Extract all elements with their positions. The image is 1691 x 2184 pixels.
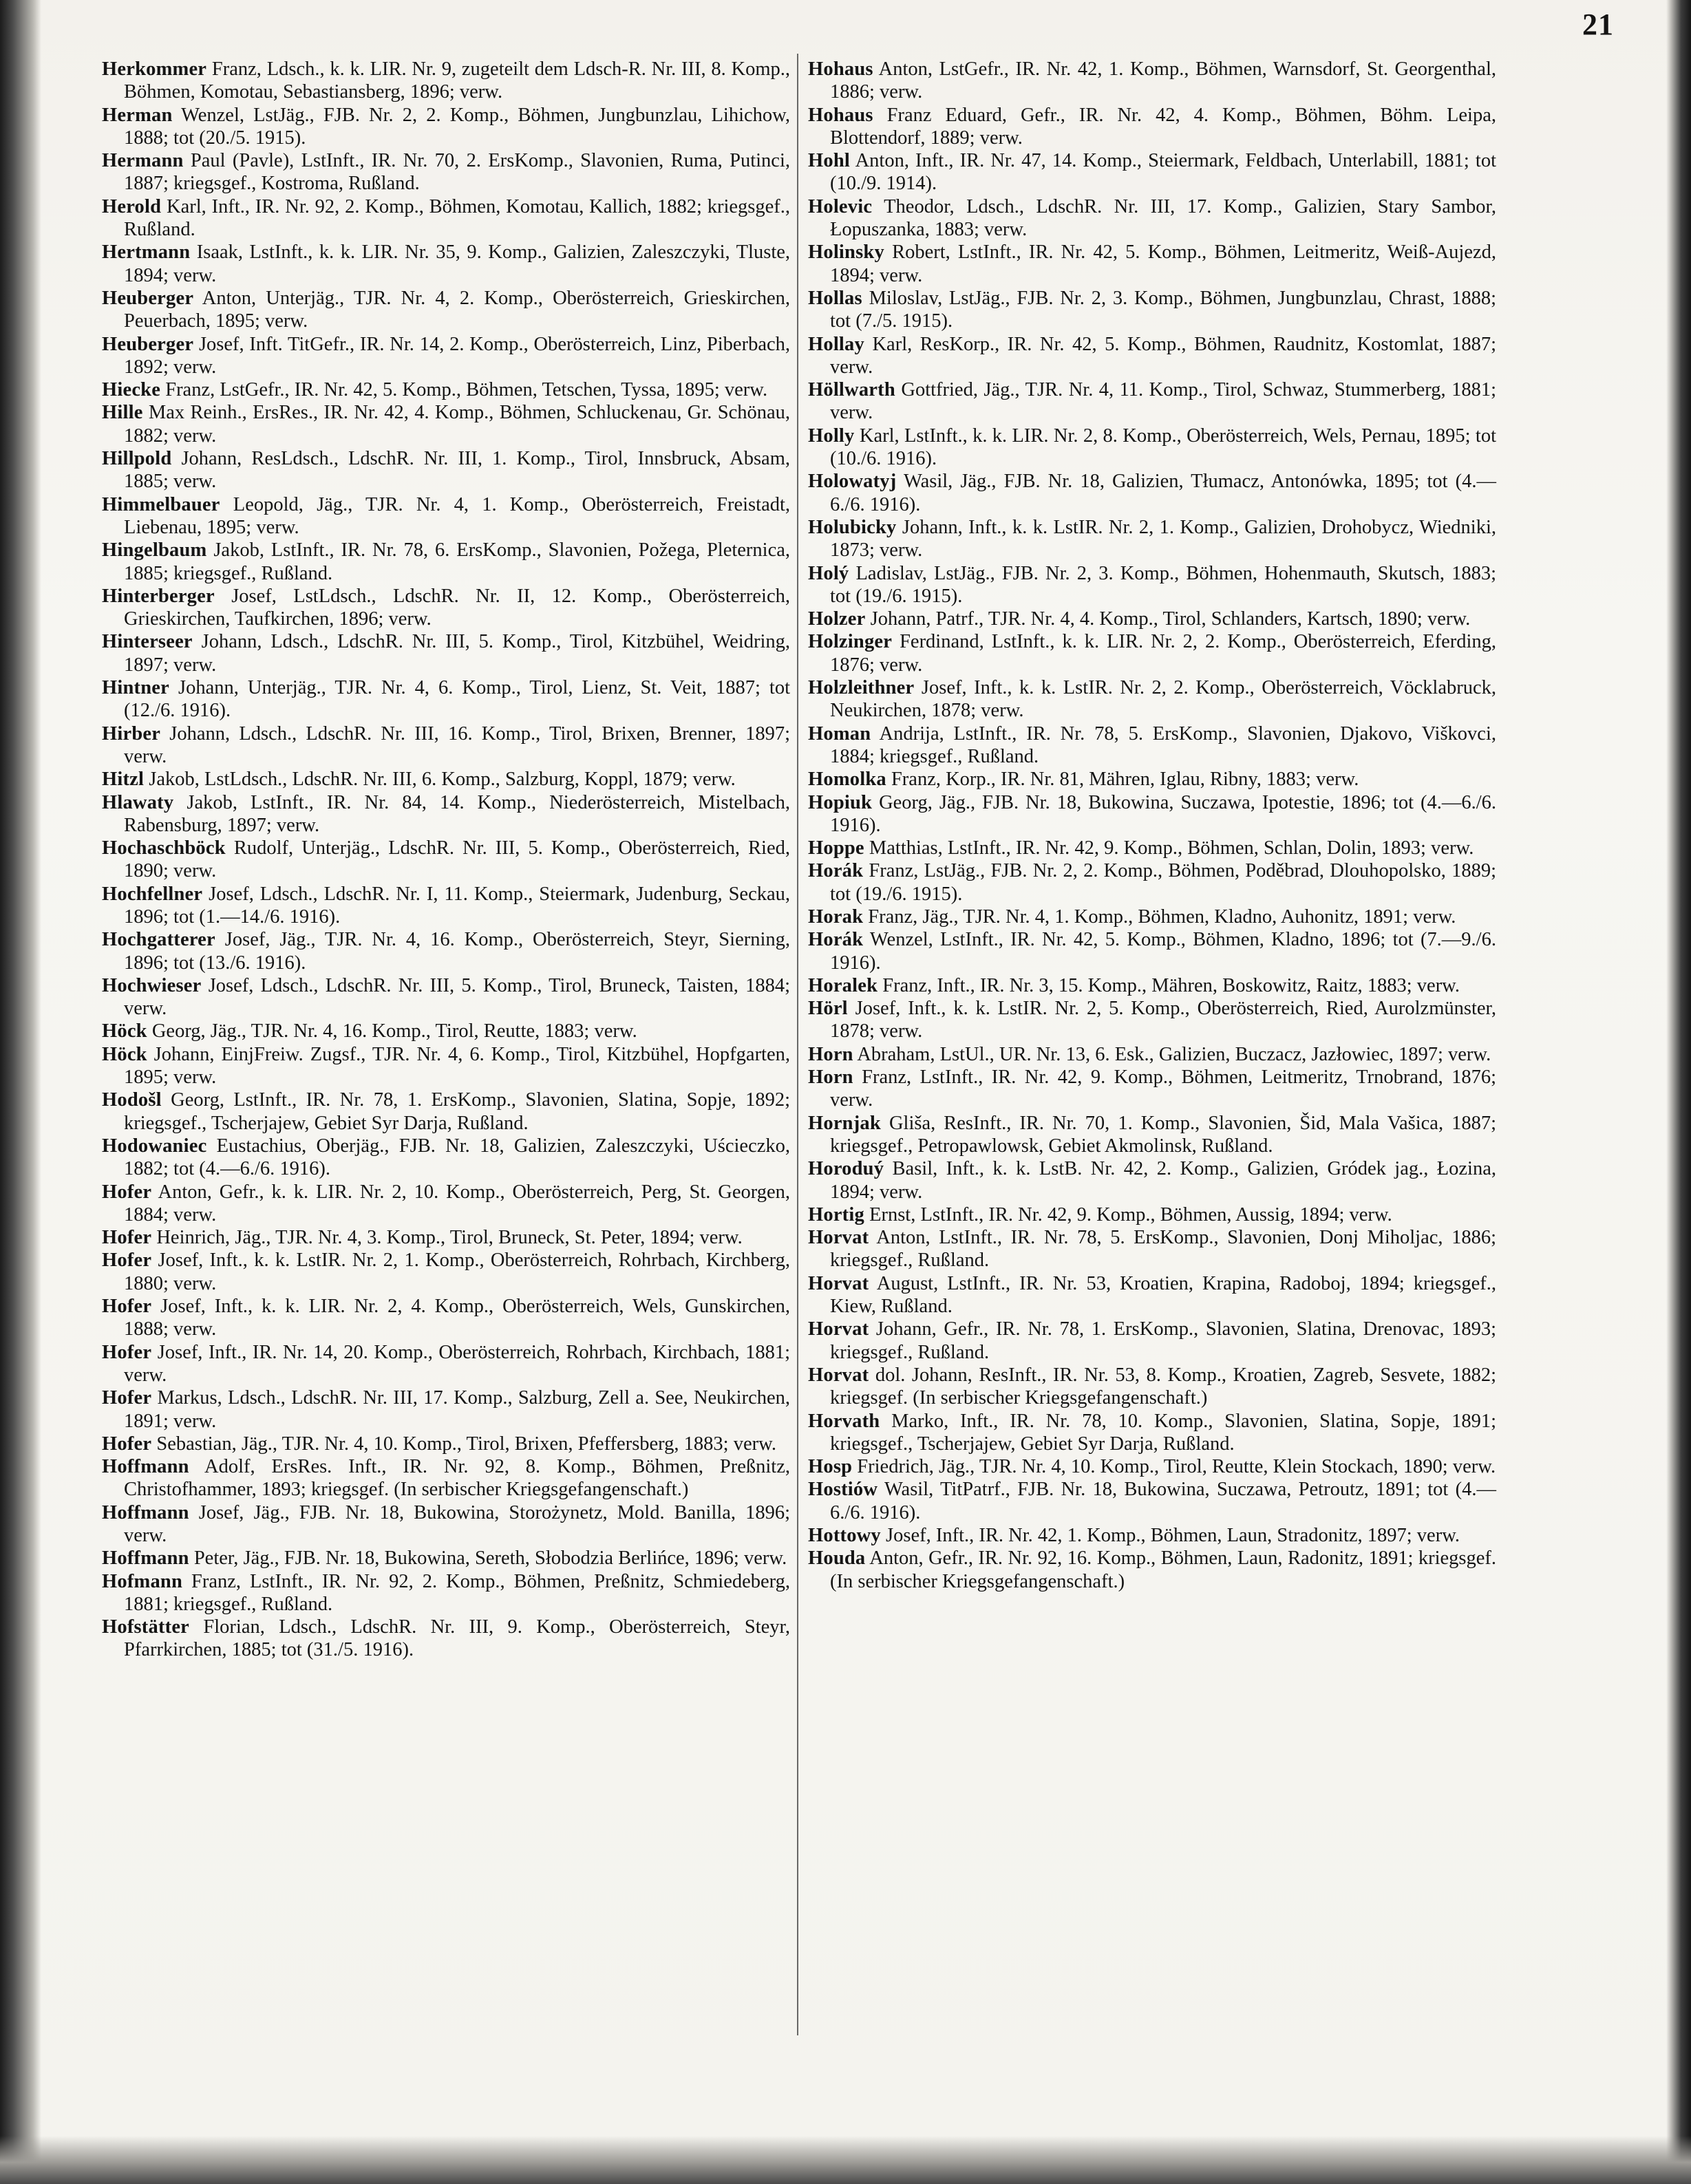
entry-surname: Hohaus xyxy=(808,58,873,80)
casualty-entry xyxy=(102,149,790,195)
casualty-entry xyxy=(102,1043,790,1089)
casualty-entry xyxy=(102,1089,790,1135)
casualty-entry xyxy=(102,1433,790,1455)
entry-details: Karl, ResKorp., IR. Nr. 42, 5. Komp., Böhmen, Raudnitz, Kostomlat, 1887; verw. xyxy=(830,333,1496,378)
casualty-entry xyxy=(808,1547,1496,1593)
entry-surname: Himmelbauer xyxy=(102,493,220,515)
entry-details: Johann, EinjFreiw. Zugsf., TJR. Nr. 4, 6. Komp., Tirol, Kitzbühel, Hopfgarten, 1895; verw. xyxy=(124,1043,791,1089)
entry-details: Josef, Ldsch., LdschR. Nr. I, 11. Komp., Steiermark, Judenburg, Seckau, 1896; tot (1.—14./6. 1916). xyxy=(124,883,790,928)
entry-surname: Hodošl xyxy=(102,1089,162,1111)
entry-details: Wenzel, LstInft., IR. Nr. 42, 5. Komp., Böhmen, Kladno, 1896; tot (7.—9./6. 1916). xyxy=(830,929,1496,974)
entry-details: Franz, Jäg., TJR. Nr. 4, 1. Komp., Böhmen, Kladno, Auhonitz, 1891; verw. xyxy=(868,906,1456,928)
casualty-entry xyxy=(102,722,790,769)
casualty-entry xyxy=(808,195,1496,242)
entry-surname: Höck xyxy=(102,1043,147,1065)
entry-surname: Horn xyxy=(808,1067,853,1089)
casualty-entry xyxy=(808,1203,1496,1226)
entry-details: Josef, Inft., k. k. LIR. Nr. 2, 4. Komp., Oberösterreich, Wels, Gunskirchen, 1888; verw. xyxy=(124,1296,791,1340)
casualty-entry xyxy=(808,859,1496,906)
casualty-entry xyxy=(808,1318,1496,1364)
entry-surname: Horvat xyxy=(808,1364,869,1386)
entry-surname: Hofmann xyxy=(102,1570,183,1592)
entry-surname: Holzinger xyxy=(808,631,893,653)
entry-surname: Herkommer xyxy=(102,58,207,80)
casualty-entry xyxy=(808,149,1496,195)
entry-surname: Holubicky xyxy=(808,516,897,538)
casualty-entry xyxy=(808,997,1496,1043)
entry-surname: Horvath xyxy=(808,1410,880,1432)
entry-details: Markus, Ldsch., LdschR. Nr. III, 17. Komp., Salzburg, Zell a. See, Neukirchen, 1891; verw. xyxy=(124,1387,791,1432)
casualty-entry xyxy=(808,333,1496,379)
entry-details: Josef, Ldsch., LdschR. Nr. III, 5. Komp., Tirol, Bruneck, Taisten, 1884; verw. xyxy=(124,974,791,1020)
entry-details: Eustachius, Oberjäg., FJB. Nr. 18, Galizien, Zaleszczyki, Uścieczko, 1882; tot (4.—6./6. 1916). xyxy=(124,1135,791,1180)
casualty-entry xyxy=(102,1226,790,1249)
entry-details: Ladislav, LstJäg., FJB. Nr. 2, 3. Komp., Böhmen, Hohenmauth, Skutsch, 1883; tot (19./6. 1915). xyxy=(830,562,1497,607)
page-number: 21 xyxy=(1582,8,1614,41)
entry-details: Georg, Jäg., TJR. Nr. 4, 16. Komp., Tirol, Reutte, 1883; verw. xyxy=(151,1020,637,1042)
entry-details: Karl, Inft., IR. Nr. 92, 2. Komp., Böhmen, Komotau, Kallich, 1882; kriegsgef., Rußland. xyxy=(124,195,791,241)
entry-surname: Hohl xyxy=(808,150,850,172)
entry-details: Adolf, ErsRes. Inft., IR. Nr. 92, 8. Komp., Böhmen, Preßnitz, Christofhammer, 1893; kriegsgef. (In serbischer Kriegsgefangenschaft.) xyxy=(124,1456,790,1501)
casualty-entry xyxy=(808,1524,1496,1547)
entry-details: Josef, Jäg., FJB. Nr. 18, Bukowina, Storożynetz, Mold. Banilla, 1896; verw. xyxy=(124,1501,790,1546)
entry-surname: Horvat xyxy=(808,1272,869,1294)
entry-details: Josef, Inft., k. k. LstIR. Nr. 2, 1. Komp., Oberösterreich, Rohrbach, Kirchberg, 1880; verw. xyxy=(124,1250,790,1294)
scan-edge-bottom xyxy=(0,2136,1691,2184)
entry-details: Ernst, LstInft., IR. Nr. 42, 9. Komp., Böhmen, Aussig, 1894; verw. xyxy=(869,1203,1392,1225)
entry-details: Gliša, ResInft., IR. Nr. 70, 1. Komp., Slavonien, Šid, Mala Vašica, 1887; kriegsgef., Petropawlowsk, Gebiet Akmolinsk, Rußland. xyxy=(830,1112,1497,1157)
casualty-entry xyxy=(808,470,1496,516)
casualty-entry xyxy=(102,493,790,539)
entry-surname: Homan xyxy=(808,722,871,745)
entry-details: Johann, Inft., k. k. LstIR. Nr. 2, 1. Komp., Galizien, Drohobycz, Wiedniki, 1873; verw. xyxy=(830,516,1496,561)
casualty-entry xyxy=(808,722,1496,769)
entry-surname: Hofer xyxy=(102,1387,152,1409)
entry-details: Johann, ResLdsch., LdschR. Nr. III, 1. Komp., Tirol, Innsbruck, Absam, 1885; verw. xyxy=(124,448,791,493)
entry-surname: Hertmann xyxy=(102,242,191,264)
entry-details: Anton, LstGefr., IR. Nr. 42, 1. Komp., Böhmen, Warnsdorf, St. Georgenthal, 1886; verw. xyxy=(830,58,1496,103)
entry-details: Anton, Unterjäg., TJR. Nr. 4, 2. Komp., Oberösterreich, Grieskirchen, Peuerbach, 1895; verw. xyxy=(124,287,790,332)
casualty-entry xyxy=(102,1616,790,1662)
casualty-entry xyxy=(808,1410,1496,1456)
casualty-entry xyxy=(808,104,1496,150)
casualty-entry xyxy=(808,837,1496,859)
entry-details: Wasil, TitPatrf., FJB. Nr. 18, Bukowina, Suczawa, Petroutz, 1891; tot (4.—6./6. 1916). xyxy=(830,1479,1496,1523)
entry-surname: Hillpold xyxy=(102,448,172,470)
entry-surname: Hofer xyxy=(102,1341,152,1363)
casualty-entry xyxy=(102,1249,790,1295)
entry-surname: Hochaschböck xyxy=(102,837,226,859)
entry-details: Miloslav, LstJäg., FJB. Nr. 2, 3. Komp., Böhmen, Jungbunzlau, Chrast, 1888; tot (7./5. 1915). xyxy=(830,287,1497,332)
casualty-entry xyxy=(102,1020,790,1042)
entry-details: Johann, Ldsch., LdschR. Nr. III, 5. Komp., Tirol, Kitzbühel, Weidring, 1897; verw. xyxy=(124,631,790,676)
entry-surname: Horvat xyxy=(808,1227,869,1249)
entry-details: Franz, Inft., IR. Nr. 3, 15. Komp., Mähren, Boskowitz, Raitz, 1883; verw. xyxy=(882,974,1460,996)
entry-details: Jakob, LstInft., IR. Nr. 84, 14. Komp., Niederösterreich, Mistelbach, Rabensburg, 1897; verw. xyxy=(124,791,791,836)
entry-surname: Holowatyj xyxy=(808,471,897,493)
casualty-entry xyxy=(102,378,790,401)
entry-surname: Hille xyxy=(102,402,143,424)
casualty-entry xyxy=(808,676,1496,722)
entry-surname: Horn xyxy=(808,1043,853,1065)
casualty-entry xyxy=(808,906,1496,928)
entry-surname: Homolka xyxy=(808,769,886,791)
casualty-entry xyxy=(102,1135,790,1181)
casualty-entry xyxy=(102,791,790,837)
entry-details: Josef, Inft., k. k. LstIR. Nr. 2, 2. Komp., Oberösterreich, Vöcklabruck, Neukirchen, 1878; verw. xyxy=(830,677,1496,722)
entry-details: Franz, LstInft., IR. Nr. 92, 2. Komp., Böhmen, Preßnitz, Schmiedeberg, 1881; kriegsgef., Rußland. xyxy=(124,1570,790,1615)
casualty-entry xyxy=(102,1181,790,1227)
casualty-entry xyxy=(808,1066,1496,1112)
casualty-entry xyxy=(102,333,790,379)
entry-surname: Hollay xyxy=(808,333,864,355)
casualty-entry xyxy=(102,58,790,104)
entry-details: Johann, Patrf., TJR. Nr. 4, 4. Komp., Tirol, Schlanders, Kartsch, 1890; verw. xyxy=(870,608,1471,630)
entry-surname: Hofstätter xyxy=(102,1616,190,1638)
entry-surname: Holý xyxy=(808,562,849,584)
entry-details: Wasil, Jäg., FJB. Nr. 18, Galizien, Tłumacz, Antonówka, 1895; tot (4.—6./6. 1916). xyxy=(830,471,1496,515)
casualty-entry xyxy=(102,676,790,722)
entry-surname: Hortig xyxy=(808,1203,864,1225)
casualty-entry xyxy=(102,585,790,631)
entry-surname: Hollas xyxy=(808,287,862,309)
casualty-entry xyxy=(808,516,1496,562)
entry-surname: Herman xyxy=(102,104,173,126)
entry-details: Franz, Korp., IR. Nr. 81, Mähren, Iglau, Ribny, 1883; verw. xyxy=(891,769,1359,791)
casualty-entry xyxy=(102,195,790,242)
entry-details: August, LstInft., IR. Nr. 53, Kroatien, Krapina, Radoboj, 1894; kriegsgef., Kiew, Rußland. xyxy=(830,1272,1496,1318)
entry-details: Friedrich, Jäg., TJR. Nr. 4, 10. Komp., Tirol, Reutte, Klein Stockach, 1890; verw. xyxy=(857,1456,1496,1478)
casualty-entry xyxy=(808,287,1496,333)
entry-details: Johann, Unterjäg., TJR. Nr. 4, 6. Komp., Tirol, Lienz, St. Veit, 1887; tot (12./6. 1916). xyxy=(124,677,790,722)
entry-details: Georg, LstInft., IR. Nr. 78, 1. ErsKomp., Slavonien, Slatina, Sopje, 1892; kriegsgef., Tscherjajew, Gebiet Syr Darja, Rußland. xyxy=(124,1089,791,1134)
entry-surname: Hingelbaum xyxy=(102,539,207,561)
casualty-entry xyxy=(808,768,1496,791)
entry-details: Basil, Inft., k. k. LstB. Nr. 42, 2. Komp., Galizien, Gródek jag., Łozina, 1894; verw. xyxy=(830,1158,1496,1203)
entry-details: Johann, Gefr., IR. Nr. 78, 1. ErsKomp., Slavonien, Slatina, Drenovac, 1893; kriegsgef., Rußland. xyxy=(830,1318,1497,1363)
casualty-entry xyxy=(102,1547,790,1570)
entry-surname: Holzer xyxy=(808,608,866,630)
casualty-entry xyxy=(808,1157,1496,1203)
entry-surname: Hitzl xyxy=(102,769,145,791)
entry-details: Anton, Inft., IR. Nr. 47, 14. Komp., Steiermark, Feldbach, Unterlabill, 1881; tot (10./9. 1914). xyxy=(830,150,1497,195)
right-column xyxy=(808,58,1496,1593)
entry-details: Franz, LstInft., IR. Nr. 42, 9. Komp., Böhmen, Leitmeritz, Trnobrand, 1876; verw. xyxy=(830,1067,1497,1111)
entry-surname: Hoffmann xyxy=(102,1456,189,1478)
entry-details: Johann, Ldsch., LdschR. Nr. III, 16. Komp., Tirol, Brixen, Brenner, 1897; verw. xyxy=(124,722,790,767)
entry-surname: Hopiuk xyxy=(808,791,873,813)
entry-surname: Hinterberger xyxy=(102,585,215,607)
casualty-entry xyxy=(808,1478,1496,1524)
entry-details: Max Reinh., ErsRes., IR. Nr. 42, 4. Komp., Böhmen, Schluckenau, Gr. Schönau, 1882; verw. xyxy=(124,402,791,447)
entry-details: Franz, Ldsch., k. k. LIR. Nr. 9, zugeteilt dem Ldsch-R. Nr. III, 8. Komp., Böhmen, Komotau, Sebastiansberg, 1896; verw. xyxy=(124,58,791,103)
casualty-entry xyxy=(808,630,1496,676)
entry-surname: Hottowy xyxy=(808,1525,881,1546)
casualty-entry xyxy=(808,608,1496,630)
entry-surname: Holzleithner xyxy=(808,677,915,699)
entry-surname: Hohaus xyxy=(808,104,873,126)
entry-details: Wenzel, LstJäg., FJB. Nr. 2, 2. Komp., Böhmen, Jungbunzlau, Lihichow, 1888; tot (20./5. 1915). xyxy=(124,104,790,149)
entry-surname: Horak xyxy=(808,906,864,928)
casualty-entry xyxy=(808,378,1496,425)
entry-surname: Hochwieser xyxy=(102,974,202,996)
entry-details: Sebastian, Jäg., TJR. Nr. 4, 10. Komp., Tirol, Brixen, Pfeffersberg, 1883; verw. xyxy=(156,1433,776,1455)
entry-details: Robert, LstInft., IR. Nr. 42, 5. Komp., Böhmen, Leitmeritz, Weiß-Aujezd, 1894; verw. xyxy=(830,242,1496,286)
entry-details: Franz, LstJäg., FJB. Nr. 2, 2. Komp., Böhmen, Poděbrad, Dlouhopolsko, 1889; tot (19./6. 1915). xyxy=(830,860,1496,905)
entry-details: Rudolf, Unterjäg., LdschR. Nr. III, 5. Komp., Oberösterreich, Ried, 1890; verw. xyxy=(124,837,790,882)
entry-surname: Hiecke xyxy=(102,379,161,401)
entry-details: Andrija, LstInft., IR. Nr. 78, 5. ErsKomp., Slavonien, Djakovo, Viškovci, 1884; kriegsgef., Rußland. xyxy=(830,722,1496,767)
entry-details: Jakob, LstLdsch., LdschR. Nr. III, 6. Komp., Salzburg, Koppl, 1879; verw. xyxy=(149,769,736,791)
entry-details: Anton, Gefr., k. k. LIR. Nr. 2, 10. Komp., Oberösterreich, Perg, St. Georgen, 1884; verw. xyxy=(124,1181,790,1225)
entry-surname: Heuberger xyxy=(102,333,194,355)
entry-surname: Hosp xyxy=(808,1456,853,1478)
casualty-entry xyxy=(102,401,790,447)
casualty-entry xyxy=(808,928,1496,974)
entry-details: Isaak, LstInft., k. k. LIR. Nr. 35, 9. Komp., Galizien, Zaleszczyki, Tluste, 1894; verw. xyxy=(124,242,791,286)
entry-details: Josef, Inft., k. k. LstIR. Nr. 2, 5. Komp., Oberösterreich, Ried, Aurolzmünster, 1878; verw. xyxy=(830,998,1497,1042)
casualty-entry xyxy=(102,1570,790,1616)
entry-surname: Hofer xyxy=(102,1250,152,1272)
entry-surname: Horoduý xyxy=(808,1158,884,1180)
entry-surname: Horák xyxy=(808,929,864,951)
scan-edge-left xyxy=(0,0,41,2184)
entry-details: Heinrich, Jäg., TJR. Nr. 4, 3. Komp., Tirol, Bruneck, St. Peter, 1894; verw. xyxy=(156,1227,743,1249)
entry-surname: Horák xyxy=(808,860,864,882)
entry-details: Matthias, LstInft., IR. Nr. 42, 9. Komp., Böhmen, Schlan, Dolin, 1893; verw. xyxy=(869,837,1474,859)
entry-details: Josef, LstLdsch., LdschR. Nr. II, 12. Komp., Oberösterreich, Grieskirchen, Taufkirchen, 1896; verw. xyxy=(124,585,790,630)
entry-surname: Hoppe xyxy=(808,837,864,859)
entry-details: Paul (Pavle), LstInft., IR. Nr. 70, 2. ErsKomp., Slavonien, Ruma, Putinci, 1887; kriegsgef., Kostroma, Rußland. xyxy=(124,150,790,195)
entry-surname: Hodowaniec xyxy=(102,1135,207,1157)
entry-details: Josef, Inft. TitGefr., IR. Nr. 14, 2. Komp., Oberösterreich, Linz, Piberbach, 1892; verw. xyxy=(124,333,790,378)
entry-surname: Holly xyxy=(808,425,855,447)
entry-surname: Hörl xyxy=(808,998,848,1020)
entry-surname: Holevic xyxy=(808,195,873,217)
casualty-entry xyxy=(102,1295,790,1341)
entry-details: Josef, Inft., IR. Nr. 42, 1. Komp., Böhmen, Laun, Stradonitz, 1897; verw. xyxy=(886,1525,1460,1546)
entry-details: Jakob, LstInft., IR. Nr. 78, 6. ErsKomp., Slavonien, Požega, Pleternica, 1885; kriegsgef., Rußland. xyxy=(124,539,791,584)
entry-surname: Hoffmann xyxy=(102,1548,189,1570)
casualty-entry xyxy=(808,1043,1496,1066)
entry-surname: Hofer xyxy=(102,1181,152,1203)
casualty-entry xyxy=(808,241,1496,287)
entry-surname: Hofer xyxy=(102,1227,152,1249)
casualty-entry xyxy=(102,928,790,974)
entry-surname: Hlawaty xyxy=(102,791,174,813)
casualty-entry xyxy=(102,768,790,791)
casualty-entry xyxy=(102,1455,790,1501)
entry-details: Florian, Ldsch., LdschR. Nr. III, 9. Komp., Oberösterreich, Steyr, Pfarrkirchen, 1885; tot (31./5. 1916). xyxy=(124,1616,790,1661)
entry-surname: Höck xyxy=(102,1020,147,1042)
entry-surname: Höllwarth xyxy=(808,379,895,401)
casualty-entry xyxy=(808,1272,1496,1318)
casualty-entry xyxy=(102,241,790,287)
entry-surname: Hostiów xyxy=(808,1479,878,1501)
casualty-entry xyxy=(102,837,790,883)
casualty-entry xyxy=(102,104,790,150)
entry-details: Gottfried, Jäg., TJR. Nr. 4, 11. Komp., Tirol, Schwaz, Stummerberg, 1881; verw. xyxy=(830,379,1496,424)
left-column xyxy=(102,58,790,1662)
entry-surname: Hornjak xyxy=(808,1112,881,1134)
scan-edge-right xyxy=(1666,0,1691,2184)
entry-details: Franz, LstGefr., IR. Nr. 42, 5. Komp., Böhmen, Tetschen, Tyssa, 1895; verw. xyxy=(165,379,768,401)
entry-details: Georg, Jäg., FJB. Nr. 18, Bukowina, Suczawa, Ipotestie, 1896; tot (4.—6./6. 1916). xyxy=(830,791,1497,836)
column-divider xyxy=(797,54,798,2035)
casualty-entry xyxy=(102,1387,790,1433)
entry-surname: Hermann xyxy=(102,150,184,172)
entry-details: Peter, Jäg., FJB. Nr. 18, Bukowina, Sereth, Słobodzia Berlińce, 1896; verw. xyxy=(193,1548,787,1570)
casualty-entry xyxy=(102,883,790,929)
casualty-entry xyxy=(808,1226,1496,1272)
entry-surname: Horalek xyxy=(808,974,878,996)
entry-details: Anton, Gefr., IR. Nr. 92, 16. Komp., Böhmen, Laun, Radonitz, 1891; kriegsgef. (In serbischer Kriegsgefangenschaft.) xyxy=(830,1548,1496,1592)
entry-details: Ferdinand, LstInft., k. k. LIR. Nr. 2, 2. Komp., Oberösterreich, Eferding, 1876; verw. xyxy=(830,631,1496,676)
entry-surname: Hofer xyxy=(102,1296,152,1318)
entry-surname: Hinterseer xyxy=(102,631,193,653)
entry-details: Josef, Inft., IR. Nr. 14, 20. Komp., Oberösterreich, Rohrbach, Kirchbach, 1881; verw. xyxy=(124,1341,791,1386)
entry-surname: Horvat xyxy=(808,1318,869,1340)
entry-details: Abraham, LstUl., UR. Nr. 13, 6. Esk., Galizien, Buczacz, Jazłowiec, 1897; verw. xyxy=(857,1043,1491,1065)
entry-details: Karl, LstInft., k. k. LIR. Nr. 2, 8. Komp., Oberösterreich, Wels, Pernau, 1895; tot (10./6. 1916). xyxy=(830,425,1497,470)
casualty-entry xyxy=(808,1455,1496,1478)
casualty-entry xyxy=(102,539,790,585)
casualty-entry xyxy=(808,562,1496,608)
casualty-entry xyxy=(808,974,1496,997)
entry-surname: Heuberger xyxy=(102,287,194,309)
entry-surname: Holinsky xyxy=(808,242,884,264)
entry-details: Franz Eduard, Gefr., IR. Nr. 42, 4. Komp., Böhmen, Böhm. Leipa, Blottendorf, 1889; verw. xyxy=(830,104,1497,149)
casualty-entry xyxy=(102,447,790,493)
casualty-entry xyxy=(102,287,790,333)
entry-surname: Herold xyxy=(102,195,162,217)
entry-details: Marko, Inft., IR. Nr. 78, 10. Komp., Slavonien, Slatina, Sopje, 1891; kriegsgef., Tscherjajew, Gebiet Syr Darja, Rußland. xyxy=(830,1410,1497,1455)
casualty-entry xyxy=(808,425,1496,471)
casualty-entry xyxy=(102,974,790,1020)
entry-surname: Hirber xyxy=(102,722,161,745)
entry-details: dol. Johann, ResInft., IR. Nr. 53, 8. Komp., Kroatien, Zagreb, Sesvete, 1882; kriegsgef. (In serbischer Kriegsgefangenschaft.) xyxy=(830,1364,1496,1409)
casualty-entry xyxy=(808,1364,1496,1410)
entry-surname: Hofer xyxy=(102,1433,152,1455)
entry-surname: Hochgatterer xyxy=(102,929,215,951)
casualty-entry xyxy=(808,1112,1496,1158)
entry-surname: Hoffmann xyxy=(102,1501,189,1523)
entry-surname: Houda xyxy=(808,1548,866,1570)
entry-surname: Hochfellner xyxy=(102,883,203,905)
casualty-entry xyxy=(102,630,790,676)
casualty-entry xyxy=(808,58,1496,104)
entry-surname: Hintner xyxy=(102,677,169,699)
casualty-entry xyxy=(102,1501,790,1548)
entry-details: Anton, LstInft., IR. Nr. 78, 5. ErsKomp., Slavonien, Donj Miholjac, 1886; kriegsgef., Rußland. xyxy=(830,1227,1497,1272)
entry-details: Theodor, Ldsch., LdschR. Nr. III, 17. Komp., Galizien, Stary Sambor, Łopuszanka, 1883; verw. xyxy=(830,195,1496,241)
casualty-entry xyxy=(808,791,1496,837)
entry-details: Josef, Jäg., TJR. Nr. 4, 16. Komp., Oberösterreich, Steyr, Sierning, 1896; tot (13./6. 1916). xyxy=(124,929,791,974)
entry-details: Leopold, Jäg., TJR. Nr. 4, 1. Komp., Oberösterreich, Freistadt, Liebenau, 1895; verw. xyxy=(124,493,791,538)
casualty-entry xyxy=(102,1341,790,1387)
